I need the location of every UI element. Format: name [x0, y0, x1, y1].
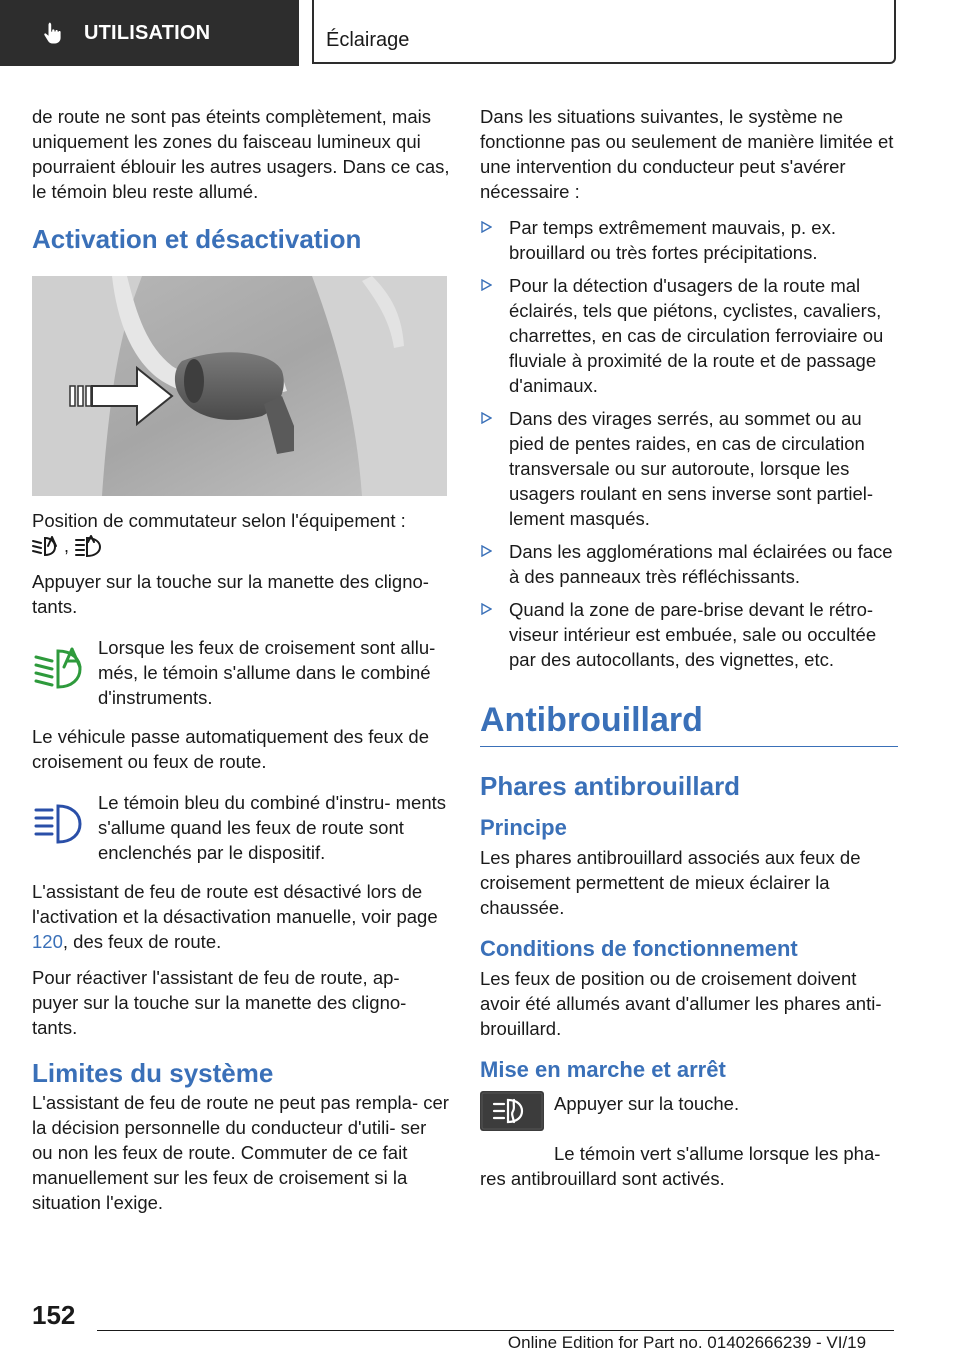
lowbeam-note [32, 635, 450, 710]
deactivation-text-end: , des feux de route. [62, 931, 222, 952]
heading-antibrouillard: Antibrouillard [480, 701, 703, 739]
left-column [32, 104, 450, 1226]
principle-paragraph: Les phares antibrouillard associés aux feux de croisement permettent de mieux éclairer la chaussée. [480, 847, 861, 918]
triangle-bullet-icon [481, 279, 492, 291]
list-item-text: Dans les agglomérations mal éclairées ou face à des panneaux très réfléchissants. [509, 541, 893, 587]
triangle-bullet-icon [481, 545, 492, 557]
fog-button-instruction [480, 1089, 898, 1137]
green-light-text: Le témoin vert s'allume lorsque les pha- res antibrouillard sont activés. [480, 1143, 881, 1189]
stalk-switch-photo [32, 276, 447, 496]
triangle-bullet-icon [481, 412, 492, 424]
switch-position-icons [32, 533, 450, 559]
page-link[interactable]: 120 [32, 931, 63, 952]
highbeam-note [32, 790, 450, 865]
highbeam-indicator-icon [32, 800, 86, 846]
right-column [480, 104, 898, 1202]
press-stalk-paragraph: Appuyer sur la touche sur la manette des cligno- tants. [32, 571, 429, 617]
lowbeam-auto-icon [32, 535, 58, 557]
section-title: UTILISATION [84, 21, 211, 44]
footer-edition: Online Edition for Part no. 01402666239 - VI/19 [507, 1333, 867, 1352]
heading-conditions: Conditions de fonctionnement [480, 936, 798, 961]
page-number: 152 [32, 1300, 76, 1330]
icons-separator: , [64, 535, 70, 556]
deactivation-text: L'assistant de feu de route est désactivé lors de l'activation et la désactivation manuelle, voir page [32, 881, 438, 927]
auto-switch-paragraph: Le véhicule passe automatiquement des feux de croisement ou feux de route. [32, 726, 429, 772]
hand-pointer-icon [40, 20, 66, 46]
lowbeam-note-text: Lorsque les feux de croisement sont allu- més, le témoin s'allume dans le combiné d'instruments. [98, 637, 436, 708]
chapter-tab [312, 0, 896, 64]
fog-light-button-icon [480, 1091, 544, 1131]
list-item-text: Par temps extrêmement mauvais, p. ex. brouillard ou très fortes précipitations. [509, 217, 836, 263]
list-item [480, 597, 898, 672]
heading-limits: Limites du système [32, 1058, 274, 1088]
chapter-title: Éclairage [326, 29, 410, 51]
list-item [480, 406, 898, 531]
footer-rule [97, 1330, 894, 1331]
heading-rule [480, 746, 898, 747]
green-light-paragraph [480, 1141, 898, 1191]
heading-on-off: Mise en marche et arrêt [480, 1057, 726, 1082]
highbeam-note-text: Le témoin bleu du combiné d'instru- ments s'allume quand les feux de route sont enclenchés par le dispositif. [98, 792, 447, 863]
heading-principle: Principe [480, 815, 567, 840]
situations-list [480, 215, 898, 672]
intro-paragraph: de route ne sont pas éteints complètement, mais uniquement les zones du faisceau lumineux qui pourraient éblouir les autres usagers. Dans ce cas, le témoin bleu reste allumé. [32, 106, 450, 202]
list-item [480, 539, 898, 589]
highbeam-auto-icon [75, 535, 103, 557]
conditions-paragraph: Les feux de position ou de croisement doivent avoir été allumés avant d'allumer les phares anti- brouillard. [480, 968, 882, 1039]
list-item-text: Pour la détection d'usagers de la route mal éclairés, tels que piétons, cyclistes, cavaliers, charrettes, en cas de circulation ferroviaire ou fluviale à proximité de la route et de passage d'animaux. [509, 275, 884, 396]
list-item [480, 215, 898, 265]
deactivation-paragraph [32, 879, 450, 954]
triangle-bullet-icon [481, 221, 492, 233]
situations-intro: Dans les situations suivantes, le système ne fonctionne pas ou seulement de manière limitée et une intervention du conducteur peut s'avérer nécessaire : [480, 106, 894, 202]
page-header [0, 0, 960, 66]
list-item [480, 273, 898, 398]
heading-activation: Activation et désactivation [32, 224, 362, 254]
list-item-text: Dans des virages serrés, au sommet ou au pied de pentes raides, en cas de circulation transversale ou sur autoroute, lorsque les usagers roulant en sens inverse sont partiel- lement masqués. [509, 408, 874, 529]
photo-caption: Position de commutateur selon l'équipement : [32, 510, 406, 531]
reactivate-paragraph: Pour réactiver l'assistant de feu de route, ap- puyer sur la touche sur la manette des cligno- tants. [32, 967, 407, 1038]
section-tab [0, 0, 299, 66]
press-button-text: Appuyer sur la touche. [554, 1093, 740, 1114]
limits-paragraph: L'assistant de feu de route ne peut pas rempla- cer la décision personnelle du conducteur d'utili- ser ou non les feux de route. Commuter de ce fait manuellement sur les feux de croisement si la situation l'exige. [32, 1092, 449, 1213]
list-item-text: Quand la zone de pare-brise devant le rétro- viseur intérieur est embuée, sale ou occultée par des autocollants, des vignettes, etc. [509, 599, 877, 670]
triangle-bullet-icon [481, 603, 492, 615]
lowbeam-indicator-icon [32, 645, 86, 691]
heading-fog-lights: Phares antibrouillard [480, 771, 741, 801]
